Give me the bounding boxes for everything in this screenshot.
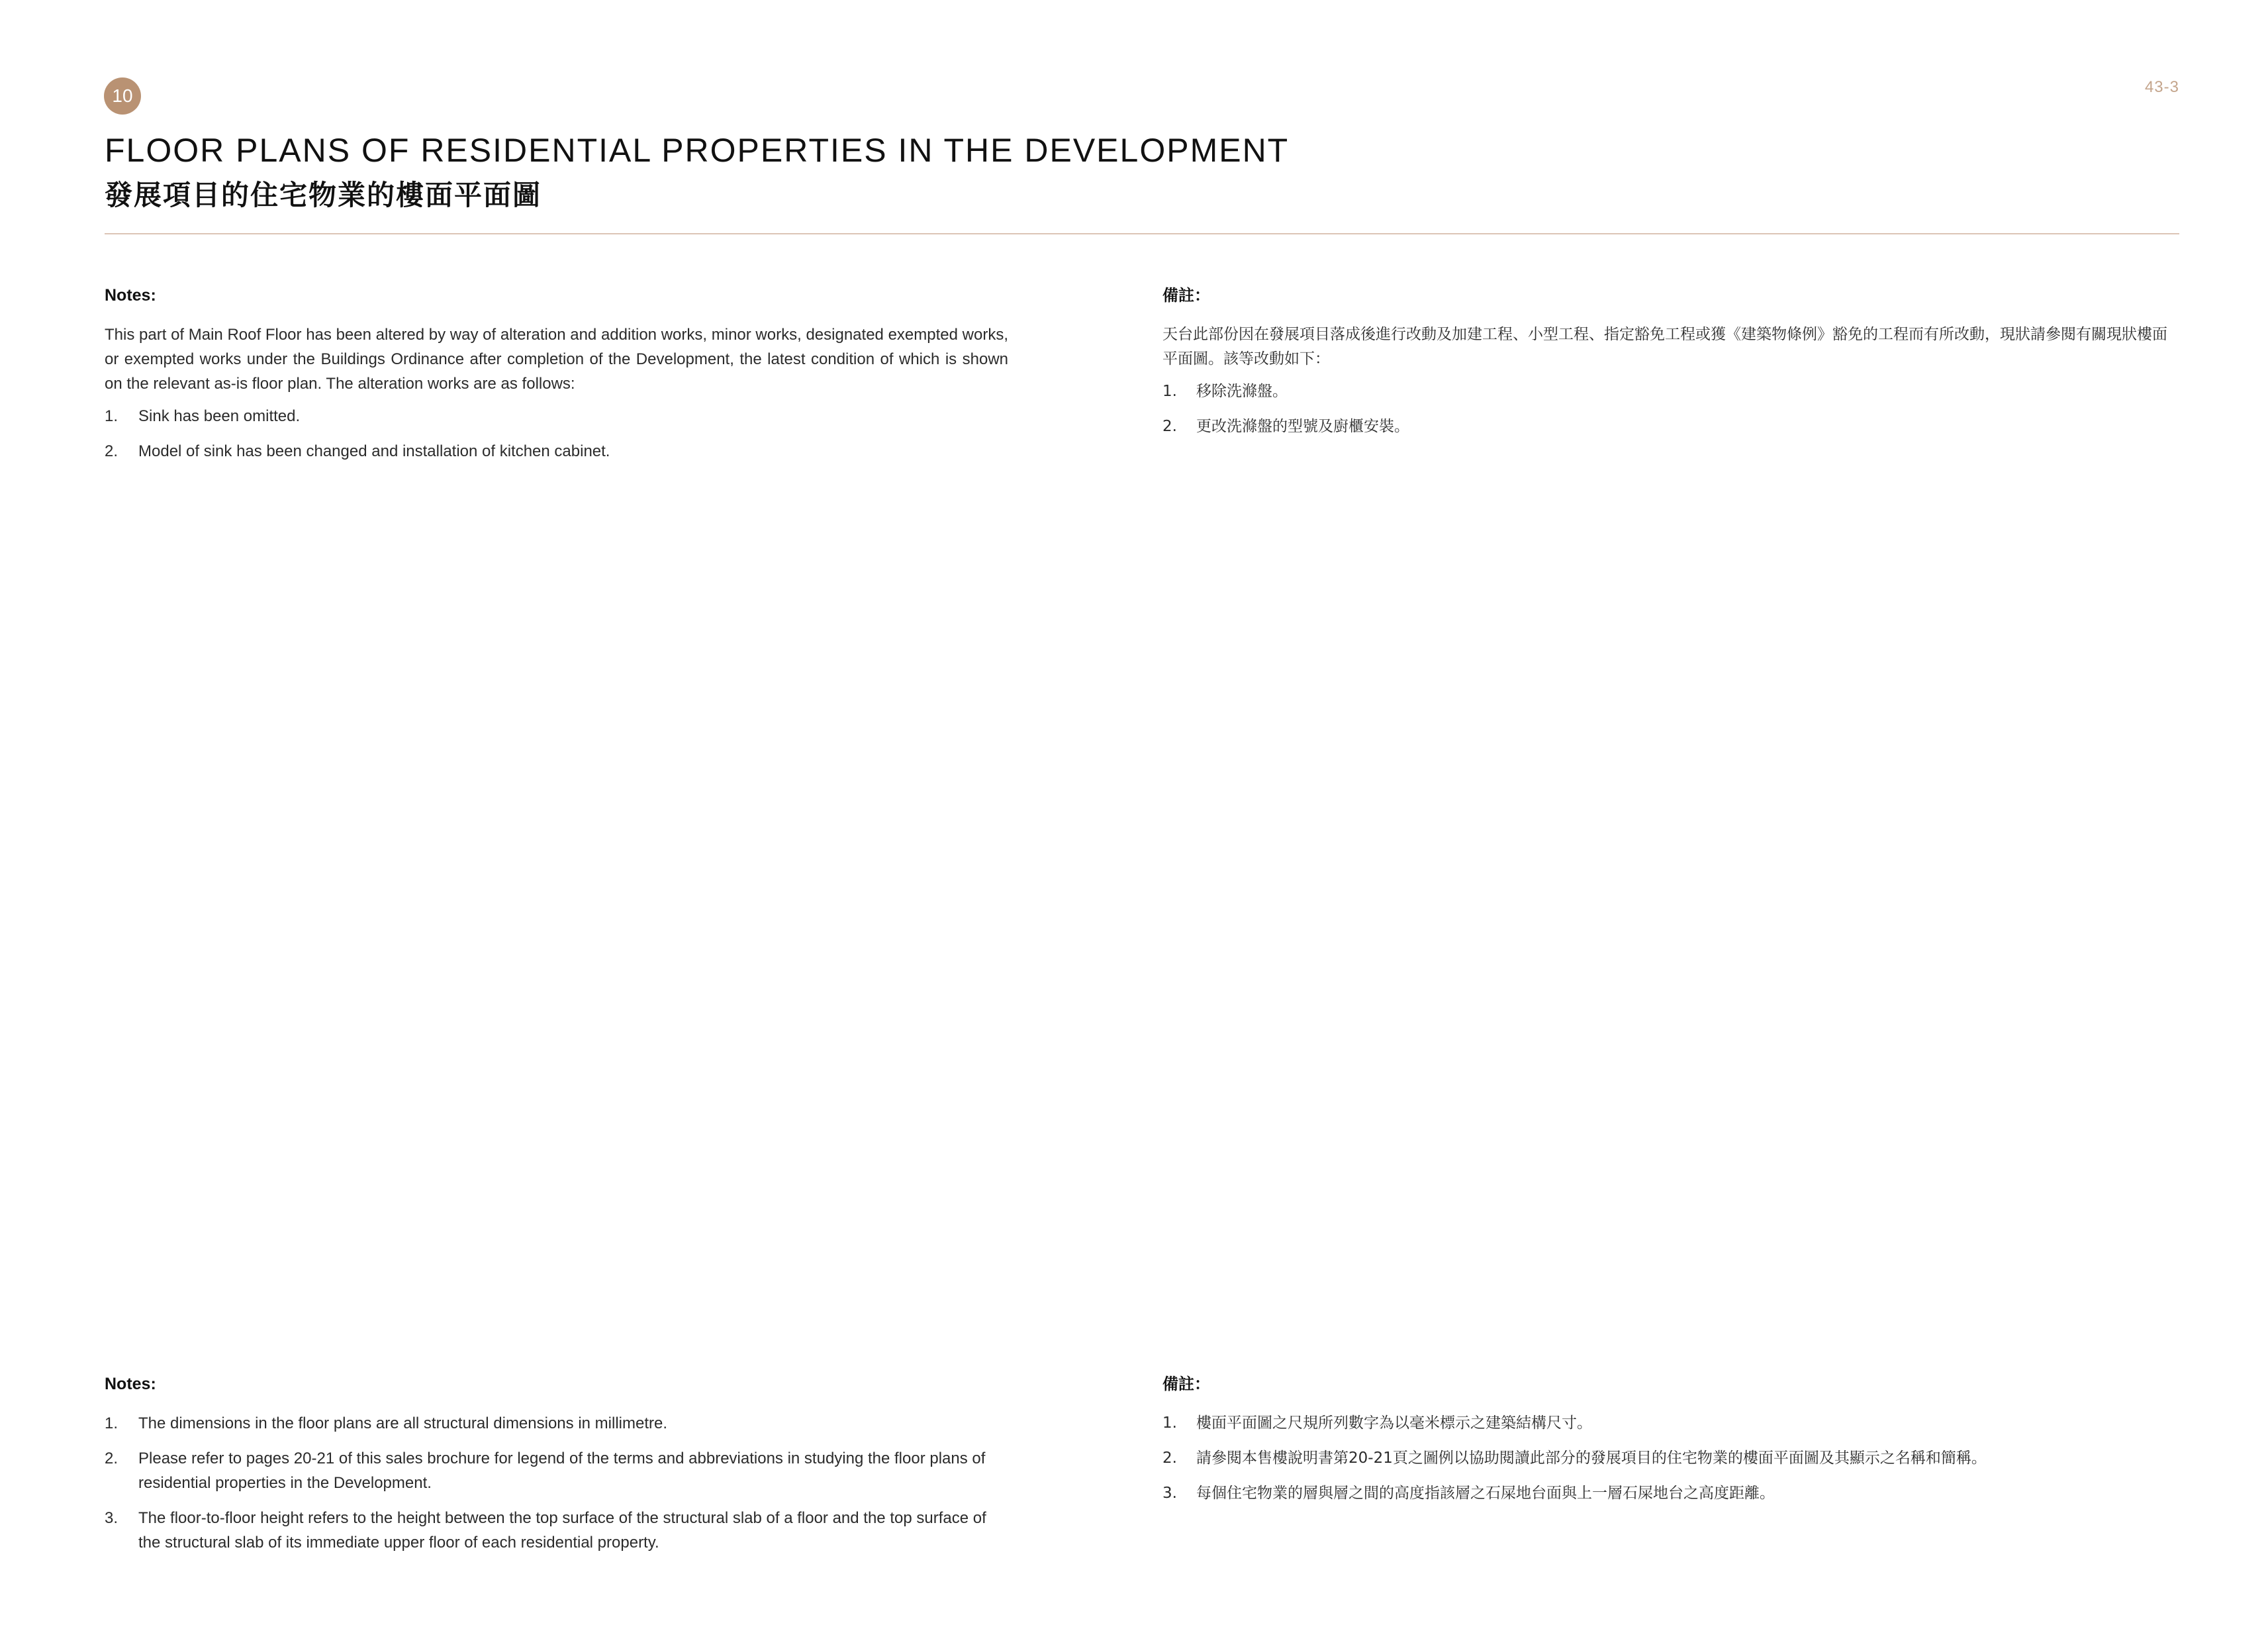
notes-heading: 備註： — [1162, 1375, 1210, 1393]
list-item — [1162, 1481, 2182, 1506]
alteration-paragraph: 天台此部份因在發展項目落成後進行改動及加建工程、小型工程、指定豁免工程或獲《建築物條例》豁免的工程而有所改動，現狀請參閱有關現狀樓面平面圖。該等改動如下： — [1162, 326, 2167, 368]
list-text: The dimensions in the floor plans are all structural dimensions in millimetre. — [138, 1414, 668, 1432]
list-number: 2. — [105, 1450, 118, 1467]
list-text: Model of sink has been changed and installation of kitchen cabinet. — [138, 442, 610, 460]
list-text: Sink has been omitted. — [138, 407, 301, 425]
page-number: 43-3 — [2144, 78, 2179, 96]
bottom-notes-en — [105, 1375, 1008, 1565]
list-number: 2. — [1162, 418, 1177, 435]
alteration-list — [1162, 379, 2182, 439]
list-text: The floor-to-floor height refers to the height between the top surface of the structural slab of a floor and the top surface of the structural slab of its immediate upper floor of each residential property. — [138, 1509, 986, 1552]
list-item — [1162, 1446, 2182, 1471]
page-title-en: FLOOR PLANS OF RESIDENTIAL PROPERTIES IN THE DEVELOPMENT — [105, 132, 1290, 169]
notes-heading: Notes: — [105, 1375, 156, 1393]
section-number-badge: 10 — [104, 77, 141, 115]
list-item — [1162, 379, 2182, 404]
list-text: 移除洗滌盤。 — [1196, 383, 1288, 400]
top-notes-en — [105, 286, 1008, 474]
bottom-notes-zh — [1162, 1371, 2182, 1516]
floor-plan-notes-list — [1162, 1411, 2182, 1506]
list-item — [105, 439, 1008, 464]
list-text: 更改洗滌盤的型號及廚櫃安裝。 — [1196, 418, 1409, 435]
list-number: 2. — [105, 442, 118, 460]
list-item — [1162, 1411, 2182, 1436]
list-number: 3. — [1162, 1485, 1177, 1502]
list-item — [105, 1411, 1008, 1436]
top-notes-zh — [1162, 282, 2182, 450]
alteration-list — [105, 404, 1008, 464]
list-number: 1. — [1162, 1414, 1177, 1432]
list-text: 請參閱本售樓說明書第20-21頁之圖例以協助閱讀此部分的發展項目的住宅物業的樓面平面圖及其顯示之名稱和簡稱。 — [1196, 1450, 1987, 1467]
floor-plan-notes-list — [105, 1411, 1008, 1555]
list-text: Please refer to pages 20-21 of this sales brochure for legend of the terms and abbreviations in studying the floor plans of residential properties in the Development. — [138, 1450, 986, 1492]
list-item — [105, 404, 1008, 428]
list-number: 1. — [1162, 383, 1177, 400]
list-text: 每個住宅物業的層與層之間的高度指該層之石屎地台面與上一層石屎地台之高度距離。 — [1196, 1485, 1775, 1502]
header-divider — [105, 233, 2179, 234]
list-number: 1. — [105, 407, 118, 425]
list-item — [105, 1446, 1008, 1495]
list-number: 2. — [1162, 1450, 1177, 1467]
list-number: 3. — [105, 1509, 118, 1527]
notes-heading: 備註： — [1162, 286, 1210, 305]
list-number: 1. — [105, 1414, 118, 1432]
list-item — [105, 1506, 1008, 1555]
page-title-zh: 發展項目的住宅物業的樓面平面圖 — [105, 179, 542, 211]
alteration-paragraph: This part of Main Roof Floor has been altered by way of alteration and addition works, minor works, designated exempted works, or exempted works under the Buildings Ordinance after completion of the Development, the latest condition of which is shown on the relevant as-is floor plan. The alteration works are as follows: — [105, 326, 1008, 393]
notes-heading: Notes: — [105, 286, 156, 305]
list-text: 樓面平面圖之尺規所列數字為以毫米標示之建築結構尺寸。 — [1196, 1414, 1592, 1432]
list-item — [1162, 415, 2182, 439]
